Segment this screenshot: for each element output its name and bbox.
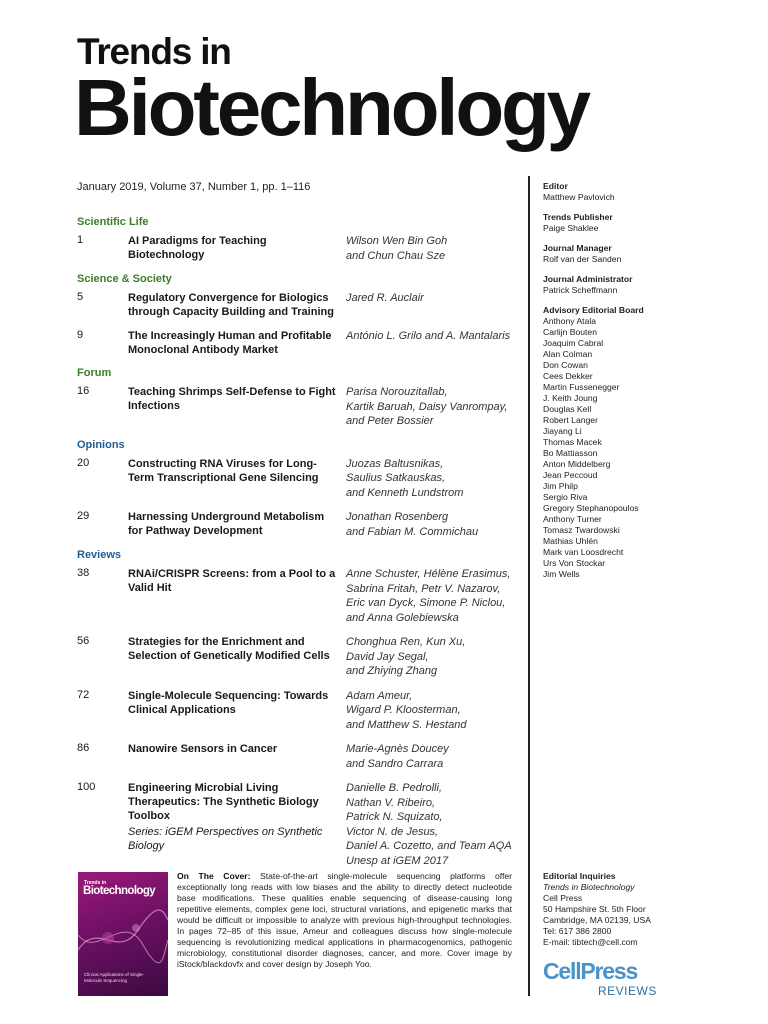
cover-thumbnail <box>78 872 168 996</box>
toc-entry[interactable] <box>77 291 517 319</box>
article-title[interactable]: RNAi/CRISPR Screens: from a Pool to a Valid Hit <box>128 568 336 594</box>
inquiries-phone: Tel: 617 386 2800 <box>543 926 612 936</box>
sidebar-name: Jean Peccoud <box>543 470 598 480</box>
author-line: Daniel A. Cozetto, and Team AQA <box>346 840 512 852</box>
sidebar-name: Bo Mattiasson <box>543 448 598 458</box>
page-number: 9 <box>77 329 84 341</box>
author-line: and Anna Golebiewska <box>346 611 459 624</box>
page-number: 1 <box>77 234 84 246</box>
inquiries-heading: Editorial Inquiries <box>543 871 616 881</box>
author-line: and Chun Chau Sze <box>346 249 446 262</box>
article-title[interactable]: Regulatory Convergence for Biologics through Capacity Building and Training <box>128 292 334 318</box>
section-heading: Reviews <box>77 549 122 561</box>
article-title[interactable]: Engineering Microbial Living Therapeutics: The Synthetic Biology Toolbox <box>128 782 319 822</box>
sidebar-name: Robert Langer <box>543 415 598 425</box>
author-line: Jonathan Rosenberg <box>346 511 449 523</box>
cellpress-logo <box>543 960 663 998</box>
cover-helix-image <box>78 900 168 970</box>
sidebar-name: Don Cowan <box>543 360 588 370</box>
sidebar-name: Tomasz Twardowski <box>543 525 620 535</box>
article-authors <box>346 781 521 868</box>
toc-entry[interactable] <box>77 742 517 771</box>
article-title[interactable]: Strategies for the Enrichment and Selection of Genetically Modified Cells <box>128 636 330 662</box>
sidebar-name: Cees Dekker <box>543 371 593 381</box>
cellpress-reviews-text: REVIEWS <box>598 984 657 998</box>
author-line: Adam Ameur, <box>346 689 413 702</box>
sidebar-heading: Journal Manager <box>543 243 612 253</box>
sidebar-name: Anthony Atala <box>543 316 597 326</box>
sidebar-name: Urs Von Stockar <box>543 558 606 568</box>
sidebar-name: Carlijn Bouten <box>543 327 597 337</box>
section-heading: Scientific Life <box>77 216 149 228</box>
article-title[interactable]: Constructing RNA Viruses for Long-Term Transcriptional Gene Silencing <box>128 457 319 484</box>
issue-info: January 2019, Volume 37, Number 1, pp. 1–116 <box>77 181 311 193</box>
sidebar-name: Mathias Uhlén <box>543 536 598 546</box>
toc-entry[interactable] <box>77 635 517 679</box>
author-line: Parisa Norouzitallab, <box>346 386 448 398</box>
sidebar-name: Patrick Scheffmann <box>543 285 618 295</box>
author-line: Kartik Baruah, Daisy Vanrompay, <box>346 400 508 413</box>
cover-text: State-of-the-art single-molecule sequencing platforms offer exceptionally long reads with low biases and the ability to directly detect nucleotide base modifications. These qualities enable sequencing of disease-causing long repetitive elements, complex gene loci, structural variations, and epigenetic marks that would be difficult or impossible to analyze with previous high-throughput technologies. In pages 72–85 of this issue, Ameur and colleagues discuss how single-molecule sequencing is revolutionizing medical applications in pharmacogenomics, pathogenic microbiology, constitutional disorder diagnoses, cancer, and more. Cover image by iStock/blackdovfx and cover design by Joseph Yoo. <box>177 871 512 969</box>
article-authors <box>346 385 521 429</box>
inquiries-journal: Trends in Biotechnology <box>543 882 635 892</box>
table-of-contents <box>77 212 517 878</box>
author-line: David Jay Segal, <box>346 650 429 663</box>
article-authors <box>346 742 521 771</box>
cellpress-logo-text: CellPress <box>543 958 638 984</box>
sidebar-heading: Editor <box>543 181 568 191</box>
page-number: 100 <box>77 781 96 793</box>
page-number: 5 <box>77 291 84 303</box>
article-authors <box>346 635 521 679</box>
masthead-title: Biotechnology <box>74 63 588 152</box>
author-line: Wilson Wen Bin Goh <box>346 235 448 247</box>
masthead-line1: Trends in <box>77 31 231 72</box>
sidebar-block <box>543 243 743 265</box>
cover-thumb-line1: Trends in <box>84 880 107 886</box>
sidebar-name: Jim Philp <box>543 481 578 491</box>
author-line: Patrick N. Squizato, <box>346 811 443 823</box>
author-line: and Matthew S. Hestand <box>346 718 467 731</box>
article-authors <box>346 234 521 263</box>
article-title[interactable]: AI Paradigms for Teaching Biotechnology <box>128 235 267 261</box>
sidebar-name: Thomas Macek <box>543 437 602 447</box>
author-line: Sabrina Fritah, Petr V. Nazarov, <box>346 582 501 595</box>
author-line: Anne Schuster, Hélène Erasimus, <box>346 568 511 580</box>
page-number: 72 <box>77 688 90 701</box>
author-line: Danielle B. Pedrolli, <box>346 782 442 794</box>
author-line: Nathan V. Ribeiro, <box>346 796 436 809</box>
author-line: Unesp at iGEM 2017 <box>346 854 449 867</box>
article-authors <box>346 689 521 733</box>
author-line: and Sandro Carrara <box>346 757 444 770</box>
sidebar-name: J. Keith Joung <box>543 393 598 403</box>
toc-entry[interactable] <box>77 385 517 429</box>
inquiries-line: Cell Press <box>543 893 583 903</box>
author-line: Jared R. Auclair <box>346 292 424 304</box>
cover-thumb-title: Biotechnology <box>83 885 156 897</box>
sidebar-name: Matthew Pavlovich <box>543 192 615 202</box>
section-heading: Science & Society <box>77 273 172 285</box>
sidebar-name: Gregory Stephanopoulos <box>543 503 639 513</box>
sidebar-name: Martin Fussenegger <box>543 382 620 392</box>
inquiries-line: Cambridge, MA 02139, USA <box>543 915 651 925</box>
author-line: Chonghua Ren, Kun Xu, <box>346 636 466 648</box>
article-series: Series: iGEM Perspectives on Synthetic Biology <box>128 826 323 852</box>
article-authors <box>346 291 521 306</box>
toc-entry[interactable] <box>77 510 517 539</box>
inquiries-email[interactable]: E-mail: tibtech@cell.com <box>543 937 638 947</box>
sidebar-name: Anthony Turner <box>543 514 602 524</box>
author-line: Wigard P. Kloosterman, <box>346 704 461 716</box>
cover-thumb-subtitle: Clinical Applications of Single-Molecule Sequencing <box>84 972 145 983</box>
sidebar-name: Mark van Loosdrecht <box>543 547 624 557</box>
author-line: Saulius Satkauskas, <box>346 472 446 484</box>
sidebar-name: Douglas Kell <box>543 404 592 414</box>
page-number: 86 <box>77 742 90 754</box>
sidebar-block <box>543 212 743 234</box>
article-authors <box>346 510 521 539</box>
sidebar-name: Paige Shaklee <box>543 223 599 233</box>
sidebar-name: Joaquim Cabral <box>543 338 604 348</box>
sidebar-heading: Advisory Editorial Board <box>543 305 644 315</box>
section-heading: Forum <box>77 367 112 379</box>
sidebar-block <box>543 274 743 296</box>
editorial-sidebar <box>543 181 743 589</box>
cover-description <box>177 871 512 970</box>
page-number: 56 <box>77 635 90 647</box>
section-heading: Opinions <box>77 438 125 451</box>
article-title[interactable]: Harnessing Underground Metabolism for Pathway Development <box>128 511 325 537</box>
sidebar-heading: Trends Publisher <box>543 212 613 222</box>
toc-entry[interactable] <box>77 689 517 733</box>
sidebar-heading: Journal Administrator <box>543 274 633 284</box>
article-title[interactable]: Nanowire Sensors in Cancer <box>128 743 278 755</box>
sidebar-name: Sergio Riva <box>543 492 588 502</box>
page-number: 16 <box>77 385 90 397</box>
author-line: Juozas Baltusnikas, <box>346 457 444 470</box>
author-line: Victor N. de Jesus, <box>346 825 439 838</box>
article-title[interactable]: Teaching Shrimps Self-Defense to Fight Infections <box>128 386 336 412</box>
sidebar-name: Jiayang Li <box>543 426 582 436</box>
article-title[interactable]: The Increasingly Human and Profitable Monoclonal Antibody Market <box>128 330 332 356</box>
sidebar-name: Rolf van der Sanden <box>543 254 622 264</box>
sidebar-name: Alan Colman <box>543 349 593 359</box>
page-number: 20 <box>77 456 90 469</box>
sidebar-block <box>543 181 743 203</box>
article-authors <box>346 329 521 344</box>
sidebar-name: Anton Middelberg <box>543 459 611 469</box>
author-line: António L. Grilo and A. Mantalaris <box>346 330 511 342</box>
sidebar-block <box>543 305 743 580</box>
toc-entry[interactable] <box>77 329 517 357</box>
article-authors <box>346 457 521 501</box>
column-divider <box>528 176 530 996</box>
toc-entry[interactable] <box>77 567 517 625</box>
inquiries-line: 50 Hampshire St. 5th Floor <box>543 904 646 914</box>
page-number: 38 <box>77 567 90 579</box>
editorial-inquiries <box>543 871 743 948</box>
author-line: and Zhiying Zhang <box>346 665 438 677</box>
author-line: Marie-Agnès Doucey <box>346 743 449 755</box>
sidebar-name: Jim Wells <box>543 569 580 579</box>
cover-label: On The Cover: <box>177 871 251 881</box>
author-line: and Peter Bossier <box>346 415 434 427</box>
toc-entry[interactable] <box>77 781 517 868</box>
author-line: Eric van Dyck, Simone P. Niclou, <box>346 597 506 609</box>
author-line: and Fabian M. Commichau <box>346 525 479 538</box>
author-line: and Kenneth Lundstrom <box>346 486 464 499</box>
toc-entry[interactable] <box>77 234 517 263</box>
page-number: 29 <box>77 510 90 522</box>
article-title[interactable]: Single-Molecule Sequencing: Towards Clinical Applications <box>128 689 329 716</box>
article-authors <box>346 567 521 625</box>
toc-entry[interactable] <box>77 457 517 501</box>
